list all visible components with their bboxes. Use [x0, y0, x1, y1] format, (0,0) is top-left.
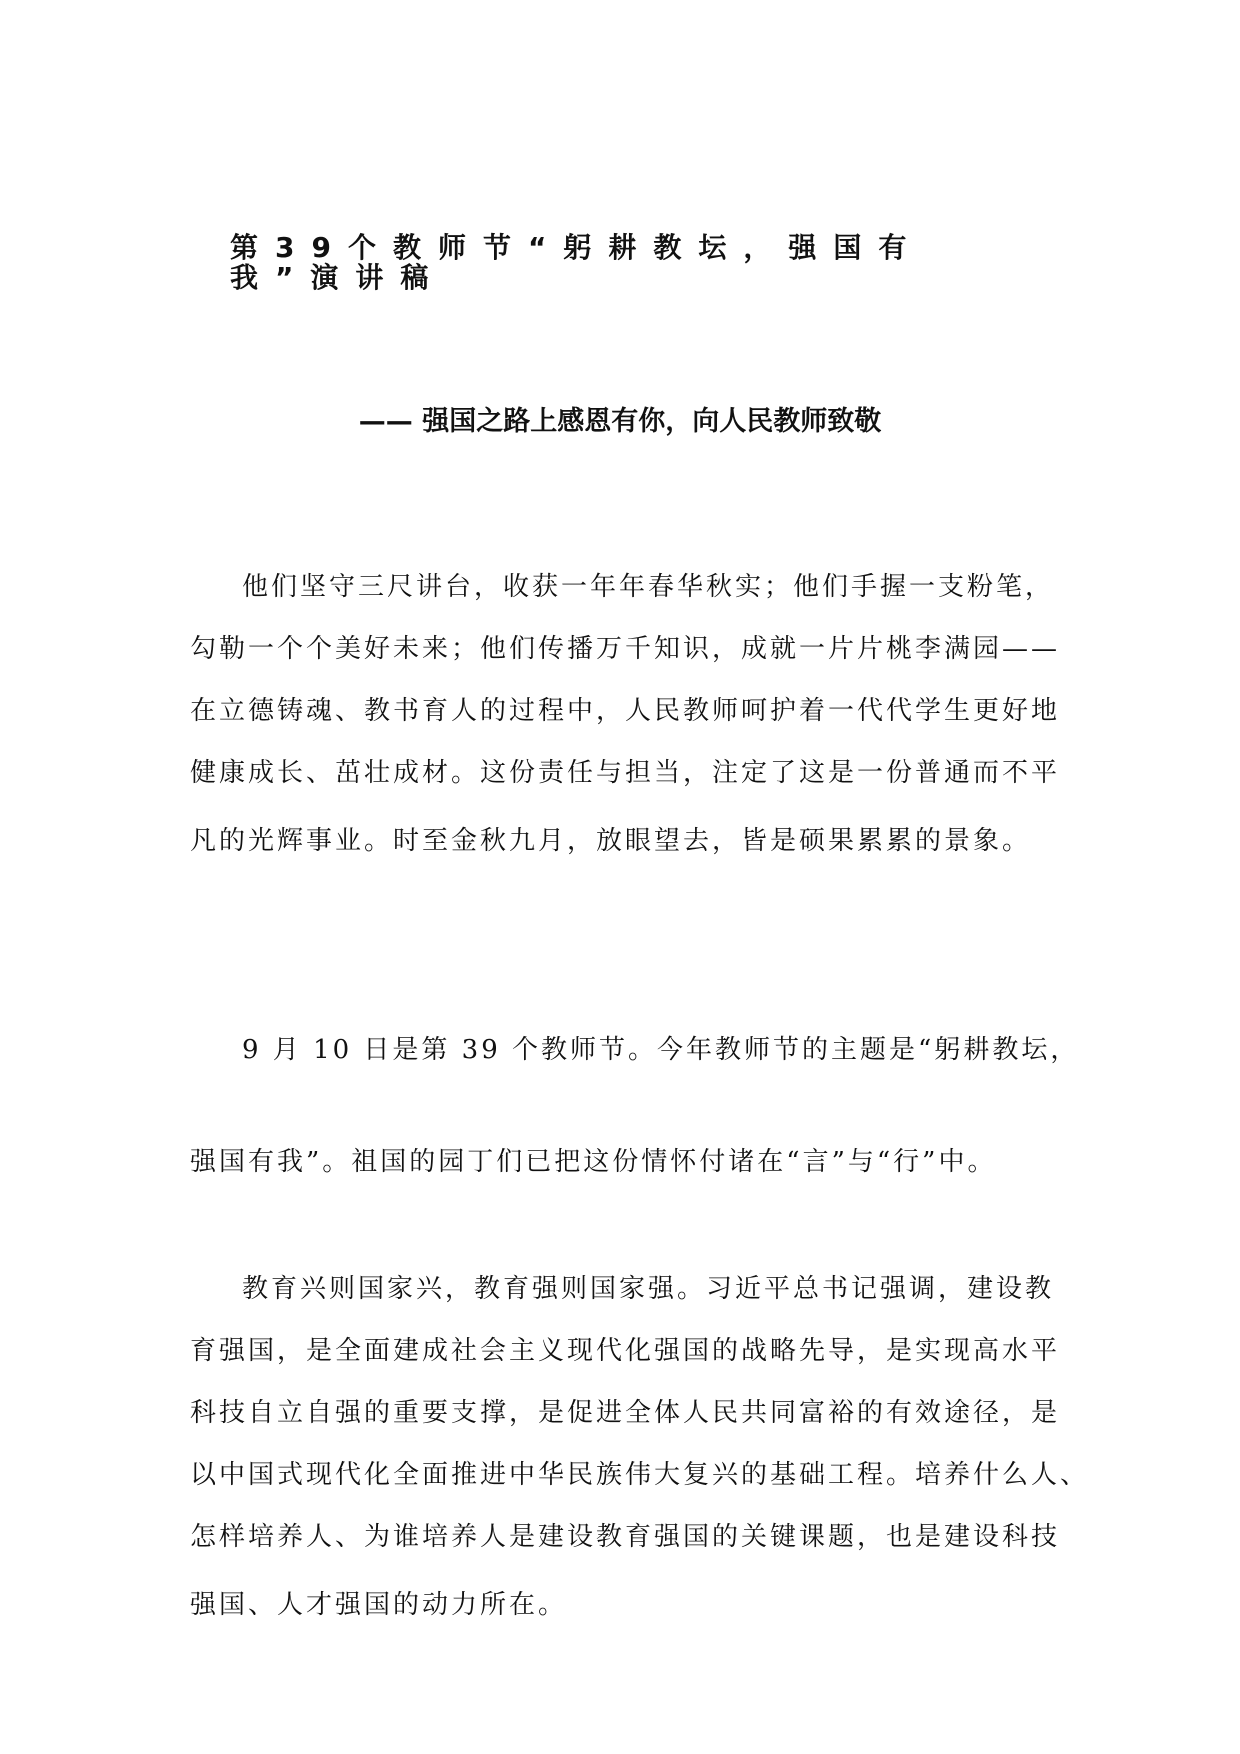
paragraph-3 [190, 1258, 1089, 1636]
paragraph-line: 勾勒一个个美好未来；他们传播万千知识，成就一片片桃李满园—— [190, 634, 1061, 664]
paragraph-line: 9 月 10 日是第 39 个教师节。今年教师节的主题是“躬耕教坛， [242, 1035, 1080, 1065]
paragraph-1 [190, 556, 1060, 872]
document-subtitle: —— 强国之路上感恩有你，向人民教师致敬 [358, 406, 882, 437]
paragraph-line: 怎样培养人、为谁培养人是建设教育强国的关键课题，也是建设科技 [190, 1522, 1061, 1552]
paragraph-2 [190, 994, 1079, 1218]
document-title: 第39个教师节“躬耕教坛，强国有我”演讲稿 [230, 230, 924, 294]
paragraph-line: 以中国式现代化全面推进中华民族伟大复兴的基础工程。培养什么人、 [190, 1460, 1090, 1490]
paragraph-line: 科技自立自强的重要支撑，是促进全体人民共同富裕的有效途径，是 [190, 1398, 1061, 1428]
paragraph-line: 育强国，是全面建成社会主义现代化强国的战略先导，是实现高水平 [190, 1336, 1061, 1366]
paragraph-line: 健康成长、茁壮成材。这份责任与担当，注定了这是一份普通而不平 [190, 758, 1061, 788]
paragraph-line: 教育兴则国家兴，教育强则国家强。习近平总书记强调，建设教 [242, 1274, 1055, 1304]
paragraph-line: 他们坚守三尺讲台，收获一年年春华秋实；他们手握一支粉笔， [242, 572, 1055, 602]
paragraph-line: 强国有我”。祖国的园丁们已把这份情怀付诸在“言”与“行”中。 [190, 1147, 997, 1177]
paragraph-line: 在立德铸魂、教书育人的过程中，人民教师呵护着一代代学生更好地 [190, 696, 1061, 726]
paragraph-line: 凡的光辉事业。时至金秋九月，放眼望去，皆是硕果累累的景象。 [190, 826, 1032, 856]
paragraph-line: 强国、人才强国的动力所在。 [190, 1590, 568, 1620]
